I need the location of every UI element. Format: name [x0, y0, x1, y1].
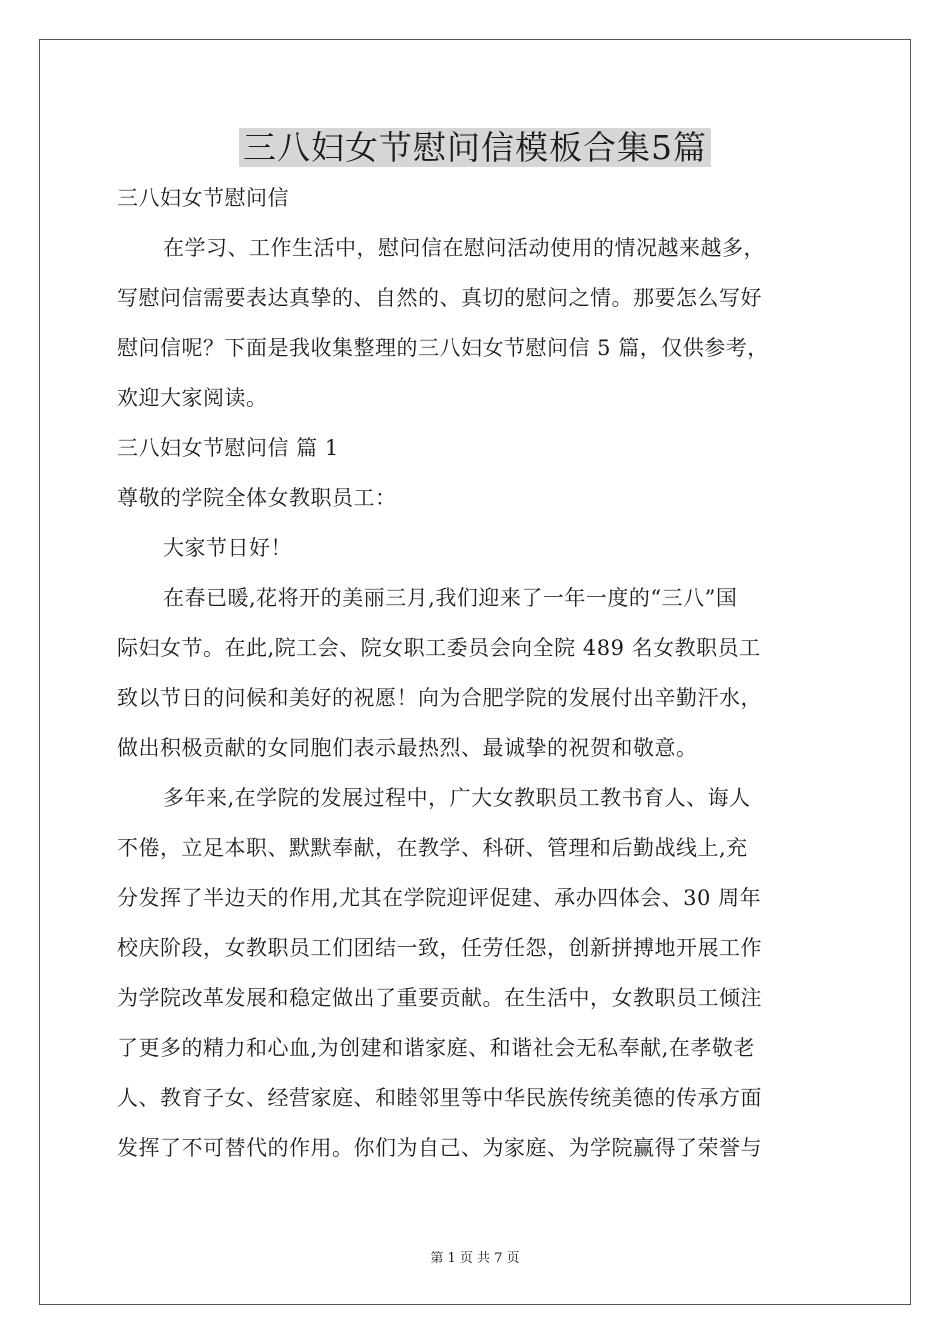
section-heading: 三八妇女节慰问信 [117, 186, 289, 210]
paragraph-line: 发挥了不可替代的作用。你们为自己、为家庭、为学院赢得了荣誉与 [117, 1136, 762, 1160]
salutation: 尊敬的学院全体女教职员工： [117, 486, 397, 510]
paragraph-line: 人、教育子女、经营家庭、和睦邻里等中华民族传统美德的传承方面 [117, 1086, 762, 1110]
section-heading: 三八妇女节慰问信 篇 1 [117, 436, 339, 460]
paragraph-line: 了更多的精力和心血,为创建和谐家庭、和谐社会无私奉献,在孝敬老 [117, 1036, 755, 1060]
paragraph-line: 慰问信呢？下面是我收集整理的三八妇女节慰问信 5 篇，仅供参考， [117, 336, 769, 360]
paragraph-line: 在春已暖,花将开的美丽三月,我们迎来了一年一度的“三八”国 [163, 586, 738, 610]
paragraph-line: 不倦，立足本职、默默奉献，在教学、科研、管理和后勤战线上,充 [117, 836, 748, 860]
page-footer: 第 1 页 共 7 页 [430, 1251, 520, 1266]
paragraph-line: 分发挥了半边天的作用,尤其在学院迎评促建、承办四体会、30 周年 [117, 886, 762, 910]
paragraph-line: 欢迎大家阅读。 [117, 386, 268, 410]
greeting: 大家节日好！ [163, 536, 292, 560]
paragraph-line: 做出积极贡献的女同胞们表示最热烈、最诚挚的祝贺和敬意。 [117, 736, 698, 760]
paragraph-line: 致以节日的问候和美好的祝愿！向为合肥学院的发展付出辛勤汗水， [117, 686, 762, 710]
paragraph-line: 校庆阶段，女教职员工们团结一致，任劳任怨，创新拼搏地开展工作 [117, 936, 762, 960]
paragraph-line: 在学习、工作生活中，慰问信在慰问活动使用的情况越来越多， [163, 236, 765, 260]
paragraph-line: 际妇女节。在此,院工会、院女职工委员会向全院 489 名女教职员工 [117, 636, 761, 660]
paragraph-line: 多年来,在学院的发展过程中，广大女教职员工教书育人、诲人 [163, 786, 751, 810]
document-body [117, 173, 833, 1173]
paragraph-line: 为学院改革发展和稳定做出了重要贡献。在生活中，女教职员工倾注 [117, 986, 762, 1010]
document-title-wrap [0, 126, 950, 170]
document-title: 三八妇女节慰问信模板合集5篇 [239, 128, 711, 167]
paragraph-line: 写慰问信需要表达真挚的、自然的、真切的慰问之情。那要怎么写好 [117, 286, 762, 310]
